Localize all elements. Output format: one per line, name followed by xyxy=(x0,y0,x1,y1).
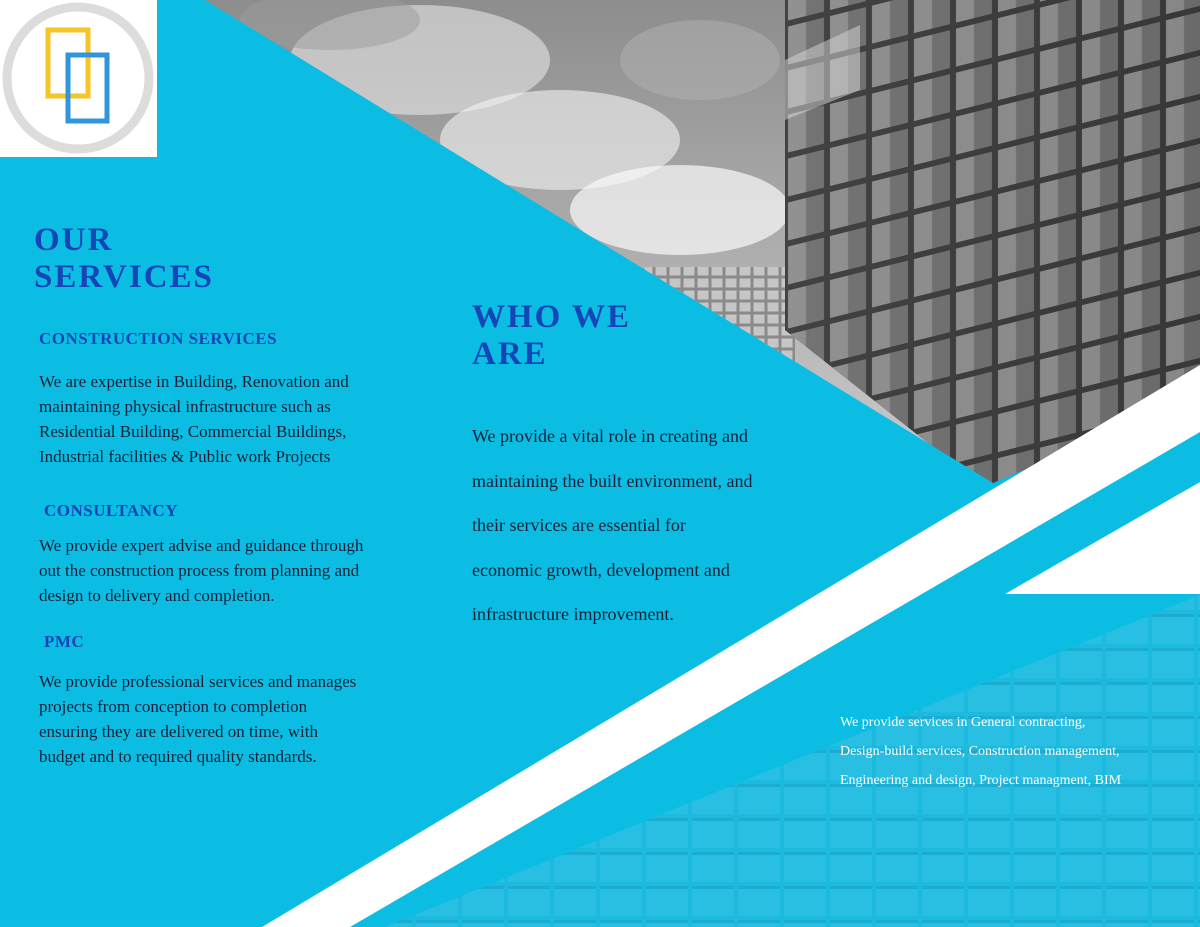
pmc-text: We provide professional services and manages projects from conception to completion ensuring they are delivered on time, with budget and to required quality standards. xyxy=(39,672,357,766)
our-services-heading-line2: SERVICES xyxy=(34,259,214,295)
logo-badge xyxy=(0,0,157,157)
who-we-are-heading-line2: ARE xyxy=(472,336,548,372)
construction-services-text: We are expertise in Building, Renovation and maintaining physical infrastructure such as Residential Building, Commercial Buildings, Industrial facilities & Public work Projects xyxy=(39,372,349,466)
who-we-are-text: We provide a vital role in creating and maintaining the built environment, and their services are essential for economic growth, development and infrastructure improvement. xyxy=(472,426,753,624)
interlocking-frames-logo-icon xyxy=(0,0,157,157)
pmc-title: PMC xyxy=(44,632,85,651)
consultancy-title: CONSULTANCY xyxy=(44,501,178,520)
services-list-text: We provide services in General contracting, Design-build services, Construction management, Engineering and design, Project managment, BIM xyxy=(840,715,1122,788)
our-services-heading xyxy=(34,222,214,296)
who-we-are-heading-line1: WHO WE xyxy=(472,299,632,335)
our-services-heading-line1: OUR xyxy=(34,222,114,258)
who-we-are-heading xyxy=(472,299,631,373)
consultancy-text: We provide expert advise and guidance through out the construction process from planning and design to delivery and completion. xyxy=(39,536,364,605)
construction-services-title: CONSTRUCTION SERVICES xyxy=(39,329,278,348)
